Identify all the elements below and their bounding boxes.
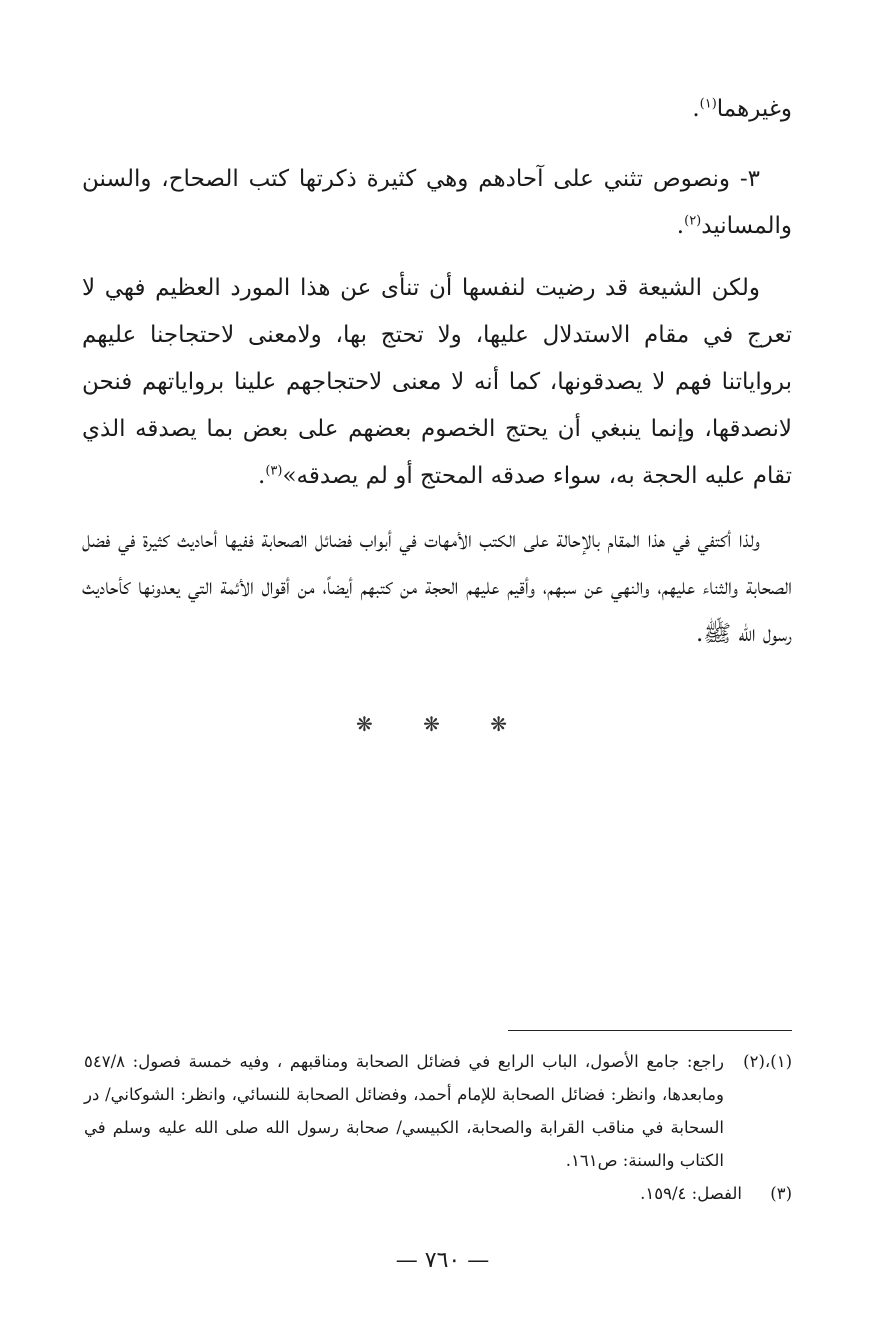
page-number: — ٧٦٠ — [395,1248,490,1273]
paragraph-tail: . [696,621,704,647]
paragraph-conclusion [82,517,792,658]
footnote-ref: (١) [699,96,717,112]
paragraph-text: ٣- ونصوص تثني على آحادهم وهي كثيرة ذكرتها كتب الصحاح، والسنن والمسانيد [82,166,792,239]
footnote-text: راجع: جامع الأصول، الباب الرابع في فضائل الصحابة ومناقبهم ، وفيه خمسة فصول: ٥٤٧/٨ ومابعدها، وانظر: فضائل الصحابة للإمام أحمد، وفضائل الصحابة للنسائي، وانظر: الشوكاني/ در السحابة في مناقب القرابة والصحابة، الكبيسي/ صحابة رسول الله صلى الله عليه وسلم في الكتاب والسنة: ص١٦١. [84,1052,724,1170]
footnote-mark: (١)،(٢) [743,1052,792,1071]
footnotes [84,1045,792,1210]
footnote-text: الفصل: ١٥٩/٤. [640,1184,742,1203]
footnote-ref: (٣) [265,463,283,479]
footnote-mark: (٣) [770,1184,792,1203]
paragraph-text: وغيرهما [716,96,792,122]
section-separator: ❋ ❋ ❋ [356,712,529,736]
paragraph-item-3 [82,156,792,250]
paragraph-tail: . [692,96,700,122]
paragraph-tail: . [258,463,266,489]
footnote-item [84,1045,792,1177]
paragraph-continuation [82,86,792,133]
footnote-item [84,1177,792,1210]
paragraph-text: ولذا أكتفي في هذا المقام بالإحالة على الكتب الأمهات في أبواب فضائل الصحابة ففيها أحاديث كثيرة في فضل الصحابة والثناء عليهم، والنهي عن سبهم، وأقيم عليهم الحجة من كتبهم أيضاً، من أقوال الأئمة التي يعدونها كأحاديث رسول الله ﷺ [82,527,792,647]
paragraph-tail: . [676,213,685,239]
paragraph-shia-quote [82,265,792,500]
paragraph-text: ولكن الشيعة قد رضيت لنفسها أن تنأى عن هذا المورد العظيم فهي لا تعرج في مقام الاستدلال عليها، ولا تحتج بها، ولامعنى لاحتجاجنا عليهم برواياتنا فهم لا يصدقونها، كما أنه لا معنى لاحتجاجهم علينا برواياتهم فنحن لانصدقها، وإنما ينبغي أن يحتج الخصوم بعضهم على بعض بما يصدقه الذي تقام عليه الحجة به، سواء صدقه المحتج أو لم يصدقه» [82,275,792,489]
footnote-ref: (٢) [684,213,702,229]
footnote-divider [508,1030,792,1031]
